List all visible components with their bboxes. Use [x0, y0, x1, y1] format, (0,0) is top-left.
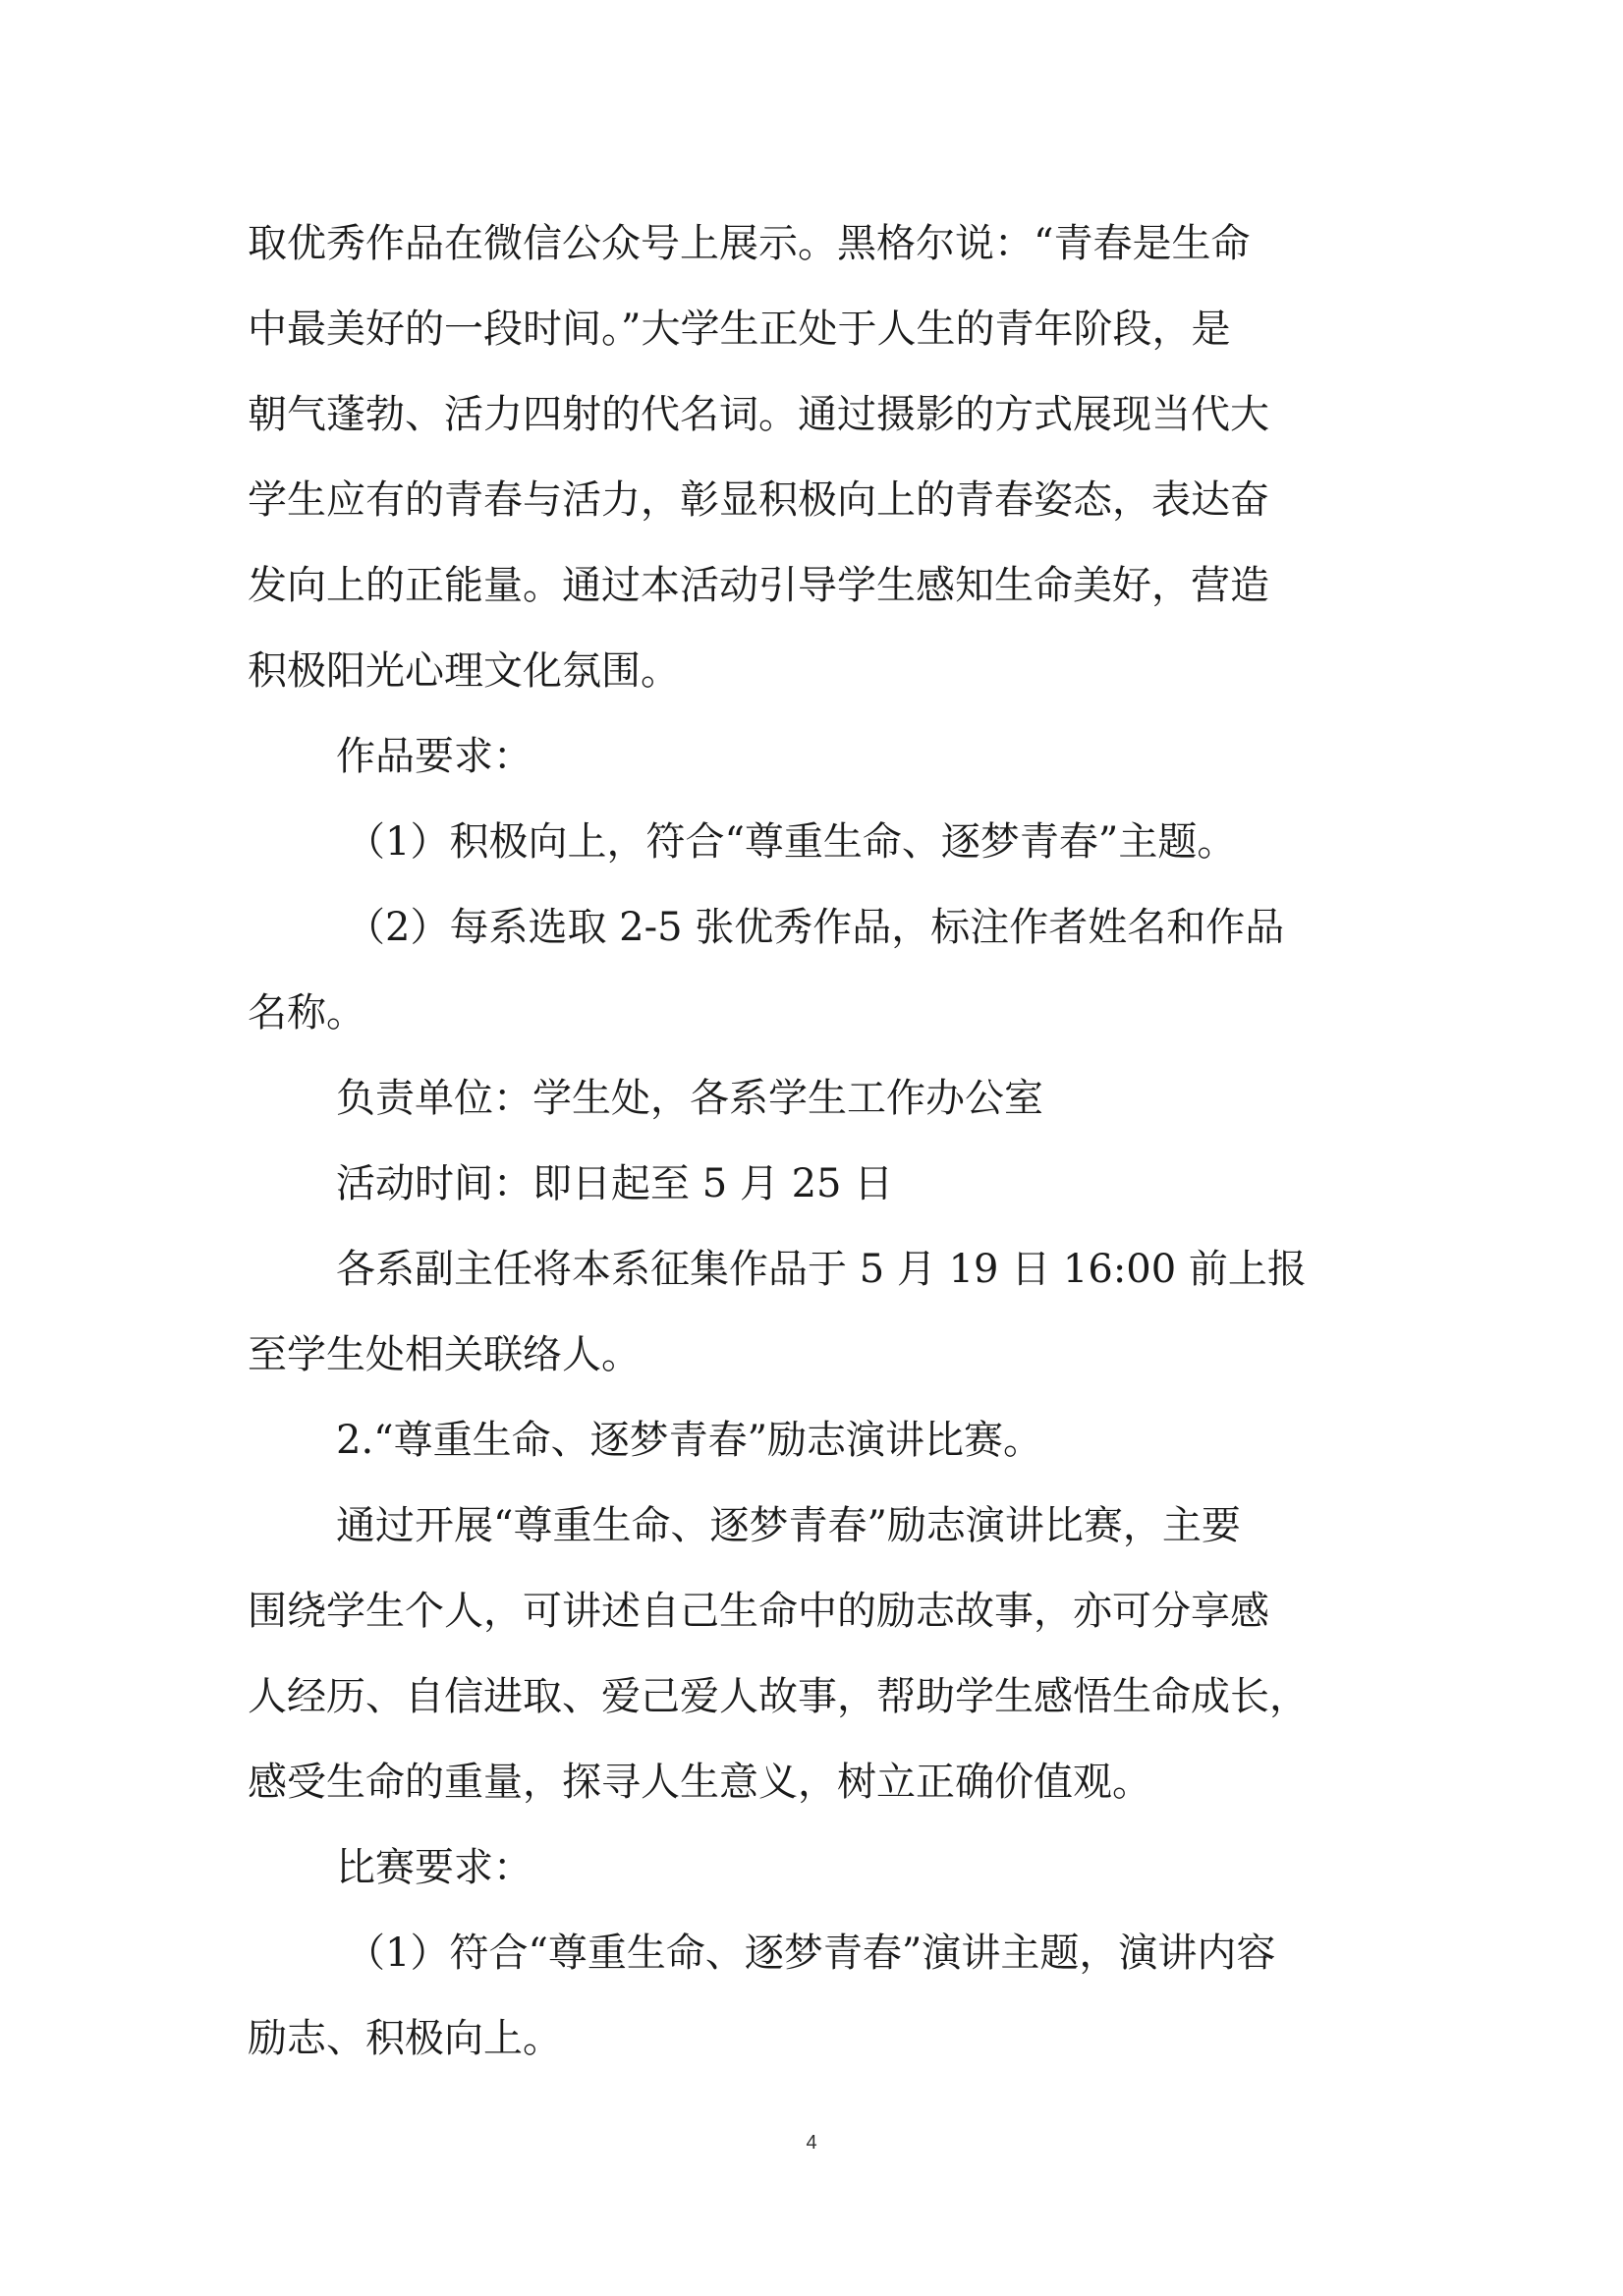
text-line-1: 取优秀作品在微信公众号上展示。黑格尔说：“青春是生命 — [248, 221, 1251, 266]
text-line-6: 积极阳光心理文化氛围。 — [248, 648, 680, 694]
text-line-18: 人经历、自信进取、爱己爱人故事，帮助学生感悟生命成长， — [248, 1674, 1309, 1719]
text-line-14: 至学生处相关联络人。 — [248, 1332, 641, 1377]
text-line-22: 励志、积极向上。 — [248, 2016, 562, 2061]
text-line-3: 朝气蓬勃、活力四射的代名词。通过摄影的方式展现当代大 — [248, 392, 1269, 437]
text-line-16: 通过开展“尊重生命、逐梦青春”励志演讲比赛，主要 — [336, 1503, 1241, 1548]
text-line-19: 感受生命的重量，探寻人生意义，树立正确价值观。 — [248, 1760, 1151, 1805]
document-body — [248, 201, 1387, 2082]
text-line-17: 围绕学生个人，可讲述自己生命中的励志故事，亦可分享感 — [248, 1589, 1269, 1634]
contest-requirement-item-1: （1）符合“尊重生命、逐梦青春”演讲主题，演讲内容 — [346, 1931, 1276, 1976]
responsible-unit: 负责单位：学生处，各系学生工作办公室 — [336, 1076, 1043, 1121]
text-line-2: 中最美好的一段时间。”大学生正处于人生的青年阶段，是 — [248, 307, 1231, 352]
requirement-item-1: （1）积极向上，符合“尊重生命、逐梦青春”主题。 — [346, 819, 1237, 865]
section-heading-speech-contest: 2.“尊重生命、逐梦青春”励志演讲比赛。 — [336, 1418, 1043, 1463]
requirement-item-2: （2）每系选取 2-5 张优秀作品，标注作者姓名和作品 — [346, 905, 1285, 950]
activity-time: 活动时间：即日起至 5 月 25 日 — [336, 1161, 894, 1206]
section-heading-work-requirements: 作品要求： — [336, 734, 532, 779]
text-line-4: 学生应有的青春与活力，彰显积极向上的青春姿态，表达奋 — [248, 477, 1269, 523]
page-number: 4 — [806, 2132, 817, 2154]
text-line-10: 名称。 — [248, 990, 365, 1036]
section-heading-contest-requirements: 比赛要求： — [336, 1845, 532, 1890]
text-line-5: 发向上的正能量。通过本活动引导学生感知生命美好，营造 — [248, 563, 1269, 608]
submission-note: 各系副主任将本系征集作品于 5 月 19 日 16:00 前上报 — [336, 1247, 1307, 1292]
